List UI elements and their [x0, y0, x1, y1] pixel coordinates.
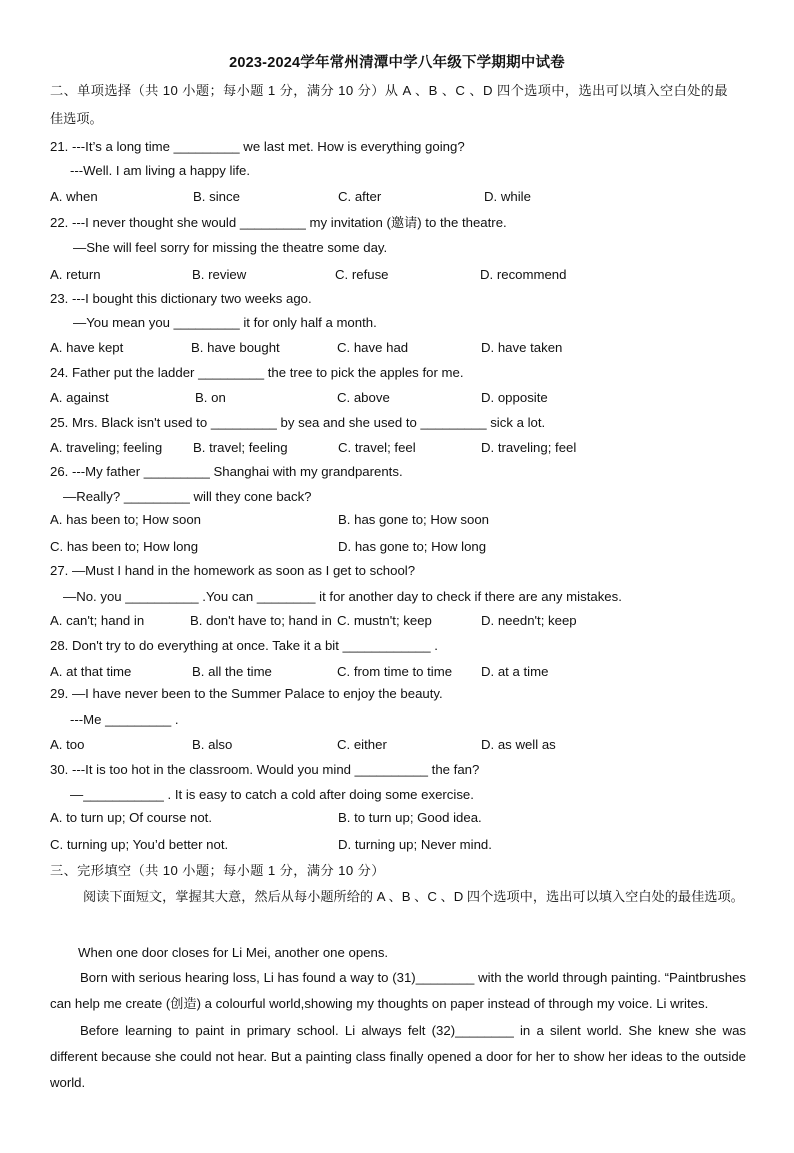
- q30-option-a[interactable]: A. to turn up; Of course not.: [50, 810, 212, 825]
- q30-option-d[interactable]: D. turning up; Never mind.: [338, 837, 492, 852]
- q22-option-a[interactable]: A. return: [50, 267, 101, 282]
- page-title: 2023-2024学年常州清潭中学八年级下学期期中试卷: [229, 55, 565, 71]
- q25-option-c[interactable]: C. travel; feel: [338, 440, 416, 455]
- question-28: 28. Don't try to do everything at once. Take it a bit ____________ .: [50, 638, 438, 653]
- passage-paragraph-1: Born with serious hearing loss, Li has found a way to (31)________ with the world through painting. “Paintbrushes can help me create (创造) a colourful world,showing my thoughts on paper instead of through my voice. Li writes.: [50, 970, 746, 1011]
- q25-option-a[interactable]: A. traveling; feeling: [50, 440, 163, 455]
- question-24: 24. Father put the ladder _________ the tree to pick the apples for me.: [50, 365, 464, 380]
- question-29: 29. —I have never been to the Summer Palace to enjoy the beauty.: [50, 686, 443, 701]
- question-23: 23. ---I bought this dictionary two weeks ago.: [50, 291, 312, 306]
- q26-option-b[interactable]: B. has gone to; How soon: [338, 512, 490, 527]
- q21-option-b[interactable]: B. since: [193, 189, 240, 204]
- q29-option-b[interactable]: B. also: [192, 737, 233, 752]
- section2-heading-cont: 佳选项。: [50, 111, 103, 126]
- q24-option-c[interactable]: C. above: [337, 390, 390, 405]
- q21-option-d[interactable]: D. while: [484, 189, 531, 204]
- question-21: 21. ---It’s a long time _________ we last met. How is everything going?: [50, 139, 465, 154]
- question-22-reply: —She will feel sorry for missing the theatre some day.: [73, 240, 388, 255]
- q21-option-a[interactable]: A. when: [50, 189, 98, 204]
- q27-option-a[interactable]: A. can't; hand in: [50, 613, 145, 628]
- q26-option-d[interactable]: D. has gone to; How long: [338, 539, 487, 554]
- passage-title-line: When one door closes for Li Mei, another one opens.: [78, 945, 389, 960]
- q27-option-c[interactable]: C. mustn't; keep: [337, 613, 432, 628]
- q23-option-a[interactable]: A. have kept: [50, 340, 124, 355]
- q28-option-b[interactable]: B. all the time: [192, 664, 272, 679]
- q29-option-c[interactable]: C. either: [337, 737, 387, 752]
- question-21-reply: ---Well. I am living a happy life.: [70, 163, 251, 178]
- q27-option-d[interactable]: D. needn't; keep: [481, 613, 577, 628]
- question-22: 22. ---I never thought she would _________ my invitation (邀请) to the theatre.: [50, 215, 507, 230]
- q30-option-b[interactable]: B. to turn up; Good idea.: [338, 810, 482, 825]
- passage-paragraph-2: Before learning to paint in primary school. Li always felt (32)________ in a silent world. She knew she was different because she could not hear. But a painting class finally opened a door for her to show her ideas to the outside world.: [50, 1023, 746, 1090]
- q24-option-d[interactable]: D. opposite: [481, 390, 548, 405]
- q29-option-d[interactable]: D. as well as: [481, 737, 556, 752]
- q22-option-b[interactable]: B. review: [192, 267, 247, 282]
- q21-option-c[interactable]: C. after: [338, 189, 382, 204]
- q28-option-c[interactable]: C. from time to time: [337, 664, 453, 679]
- q26-option-c[interactable]: C. has been to; How long: [50, 539, 199, 554]
- question-23-reply: —You mean you _________ it for only half a month.: [73, 315, 377, 330]
- q29-option-a[interactable]: A. too: [50, 737, 85, 752]
- q22-option-c[interactable]: C. refuse: [335, 267, 389, 282]
- section2-heading: 二、单项选择（共 10 小题；每小题 1 分，满分 10 分）从 A 、B 、C 、D 四个选项中，选出可以填入空白处的最: [50, 83, 728, 98]
- section3-heading: 三、完形填空（共 10 小题；每小题 1 分，满分 10 分）: [50, 863, 385, 878]
- q22-option-d[interactable]: D. recommend: [480, 267, 567, 282]
- question-27-reply: —No. you __________ .You can ________ it for another day to check if there are any mistakes.: [63, 589, 622, 604]
- question-25: 25. Mrs. Black isn't used to _________ by sea and she used to _________ sick a lot.: [50, 415, 546, 430]
- q27-option-b[interactable]: B. don't have to; hand in: [190, 613, 332, 628]
- q24-option-a[interactable]: A. against: [50, 390, 109, 405]
- q25-option-b[interactable]: B. travel; feeling: [193, 440, 288, 455]
- q25-option-d[interactable]: D. traveling; feel: [481, 440, 577, 455]
- question-26-reply: —Really? _________ will they cone back?: [63, 489, 312, 504]
- q26-option-a[interactable]: A. has been to; How soon: [50, 512, 202, 527]
- q28-option-d[interactable]: D. at a time: [481, 664, 549, 679]
- q23-option-b[interactable]: B. have bought: [191, 340, 280, 355]
- question-29-reply: ---Me _________ .: [70, 712, 179, 727]
- question-30-reply: —___________ . It is easy to catch a cold after doing some exercise.: [70, 787, 474, 802]
- q23-option-c[interactable]: C. have had: [337, 340, 409, 355]
- q28-option-a[interactable]: A. at that time: [50, 664, 132, 679]
- question-27: 27. —Must I hand in the homework as soon as I get to school?: [50, 563, 416, 578]
- q24-option-b[interactable]: B. on: [195, 390, 226, 405]
- question-26: 26. ---My father _________ Shanghai with my grandparents.: [50, 464, 403, 479]
- question-30: 30. ---It is too hot in the classroom. Would you mind __________ the fan?: [50, 762, 480, 777]
- q30-option-c[interactable]: C. turning up; You’d better not.: [50, 837, 229, 852]
- q23-option-d[interactable]: D. have taken: [481, 340, 563, 355]
- section3-instruction: 阅读下面短文，掌握其大意，然后从每小题所给的 A 、B 、C 、D 四个选项中，选出可以填入空白处的最佳选项。: [83, 889, 744, 904]
